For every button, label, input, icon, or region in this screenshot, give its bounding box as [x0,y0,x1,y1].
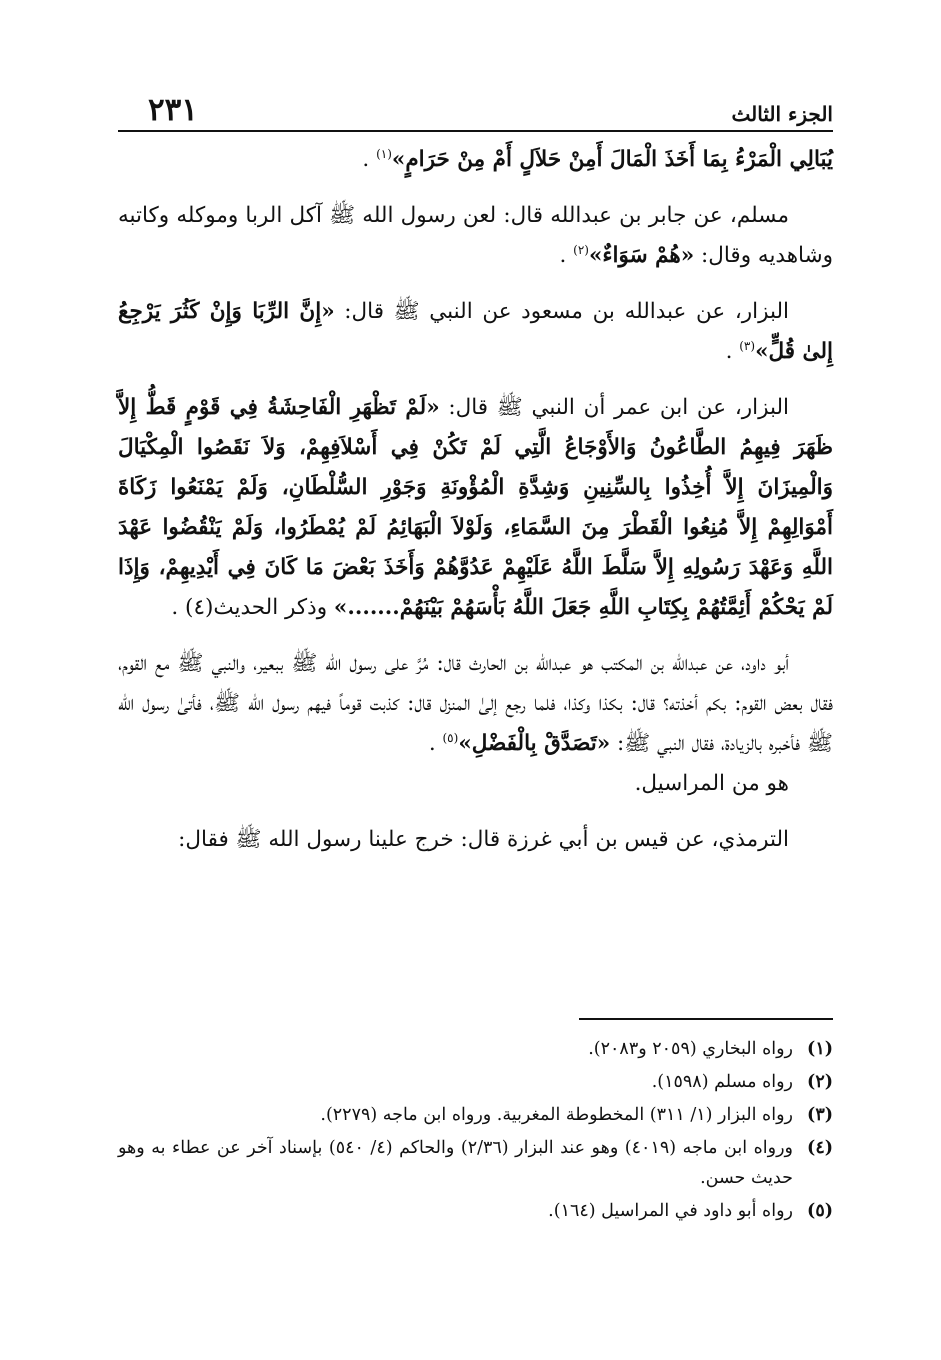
hadith-quote: يُبَالِي الْمَرْءُ بِمَا أَخَذَ الْمَالَ أَمِنْ حَلاَلٍ أَمْ مِنْ حَرَامٍ» [391,147,833,172]
footnotes [118,1034,833,1229]
footnote-ref: (٢) [573,242,589,257]
hadith-quote: «لَمْ تَظْهَرِ الْفَاحِشَةُ فِي قَوْمٍ قَطُّ إِلاَّ ظَهَرَ فِيهِمُ الطَّاعُونُ وَالأَوْجَاعُ الَّتِي لَمْ تَكُنْ فِي أَسْلاَفِهِمْ، وَلاَ نَقَصُوا الْمِكْيَالَ وَالْمِيزَانَ إِلاَّ أُخِذُوا بِالسِّنِينِ وَشِدَّةِ الْمُؤْونَةِ وَجَوْرِ السُّلْطَانِ، وَلَمْ يَمْنَعُوا زَكَاةَ أَمْوَالِهِمْ إِلاَّ مُنِعُوا الْقَطْرَ مِنَ السَّمَاءِ، وَلَوْلاَ الْبَهَائِمُ لَمْ يُمْطَرُوا، وَلَمْ يَنْقُضُوا عَهْدَ اللَّهِ وَعَهْدَ رَسُولِهِ إِلاَّ سَلَّطَ اللَّهُ عَلَيْهِمْ عَدُوَّهُمْ وَأَخَذَ بَعْضَ مَا كَانَ فِي أَيْدِيهِمْ، وَإِذَا لَمْ يَحْكُمْ أَئِمَّتُهُمْ بِكِتَابِ اللَّهِ جَعَلَ اللَّهُ بَأْسَهُمْ بَيْنَهُمْ.......» [118,395,833,620]
paragraph-text: هو من المراسيل. [634,771,789,796]
footnote-number: (٣) [807,1105,833,1125]
paragraph-tail: وذكر الحديث(٤) . [171,595,334,620]
footnote-ref: (٣) [739,338,756,353]
footnote-4 [118,1133,833,1193]
paragraph-text: البزار، عن عبدالله بن مسعود عن النبي ﷺ قال: [334,299,789,324]
paragraph-tail: . [428,731,443,756]
paragraph-5 [118,644,833,764]
paragraph-tail: . [559,243,574,268]
paragraph-tail: . [725,339,740,364]
paragraph-3 [118,292,833,372]
paragraph-4 [118,388,833,628]
hadith-quote: «إِنَّ الرِّبَا وَإِنْ كَثُرَ يَرْجِعُ إِلىٰ قُلٍّ» [118,299,833,364]
footnote-number: (٥) [807,1201,833,1221]
footnote-5 [118,1196,833,1226]
page-header [118,92,833,132]
footnote-text: رواه البخاري (٢٠٥٩ و٢٠٨٣). [588,1039,793,1059]
footnote-ref: (٥) [442,730,459,745]
paragraph-text: البزار، عن ابن عمر أن النبي ﷺ قال: [439,395,789,420]
main-text [118,140,833,860]
paragraph-1 [118,140,833,180]
page-number: ٢٣١ [148,92,198,128]
paragraph-text: الترمذي، عن قيس بن أبي غرزة قال: خرج علينا رسول الله ﷺ فقال: [178,827,789,852]
footnote-2 [118,1067,833,1097]
footnote-3 [118,1100,833,1130]
footnote-ref: (١) [376,146,392,161]
footnote-1 [118,1034,833,1064]
running-title: الجزء الثالث [731,102,833,126]
footnote-text: ورواه ابن ماجه (٤٠١٩) وهو عند البزار (٢/٣٦) والحاكم (٤/ ٥٤٠) بإسناد آخر عن عطاء به وهو حديث حسن. [118,1138,793,1188]
paragraph-text: أبو داود، عن عبدالله بن المكتب هو عبدالله بن الحارث قال: مُرَّ على رسول الله ﷺ ببعير، والنبي ﷺ مع القوم، فقال بعض القوم: بكم أخذته؟ قال: بكذا وكذا، فلما رجع إلىٰ المنزل قال: كذبت قوماً فيهم رسول الله ﷺ، فأتىٰ رسول الله ﷺ فأخبره بالزيادة، فقال النبي ﷺ: [118,651,833,756]
footnote-divider [579,1018,833,1020]
footnote-text: رواه أبو داود في المراسيل (١٦٤). [548,1201,793,1221]
footnote-text: رواه مسلم (١٥٩٨). [651,1072,793,1092]
paragraph-2 [118,196,833,276]
footnote-number: (٢) [807,1072,833,1092]
paragraph-7 [118,820,833,860]
hadith-quote: «هُمْ سَوَاءٌ» [588,243,695,268]
paragraph-tail: . [362,147,377,172]
footnote-number: (١) [807,1039,833,1059]
footnote-text: رواه البزار (١/ ٣١١) المخطوطة المغربية. ورواه ابن ماجه (٢٢٧٩). [320,1105,793,1125]
paragraph-6 [118,764,833,804]
footnote-number: (٤) [807,1138,833,1158]
paragraph-text: مسلم، عن جابر بن عبدالله قال: لعن رسول الله ﷺ آكل الربا وموكله وكاتبه وشاهديه وقال: [118,203,833,268]
hadith-quote: «تَصَدَّقْ بِالْفَضْلِ» [458,731,611,756]
